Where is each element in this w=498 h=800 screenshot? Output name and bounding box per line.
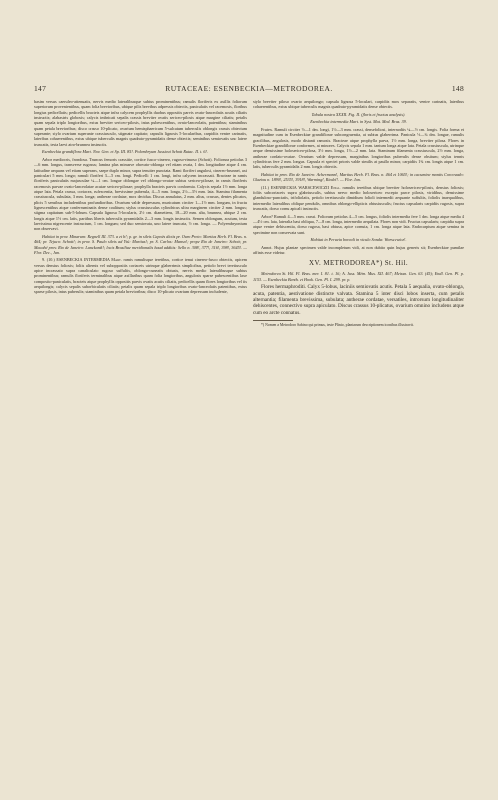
description-paragraph: Frutex. Ramuli circiter ½—1 dm. longi, 1½—3 mm. crassi, densefoliosi, internodiis ¼—½ cm. longis. Folia forma et magnitudine cum in Esenbeckiae grandiflorae subcongruentia, at subtus glaberrima. Panicula ½—¾ dm. longae, ramulis gracilibus, angulosis, modo distanti ramosis. Bracteae atque prophylla parva, 1½ mm. longa, breviter pilosa. Flores in Esenbeckiae grandiflorae conformes, at minores. Calycis sepala 1 mm. tantum longa atque lata. Petala crassiuscula, utrinque aeque densissime holosericeo-pilosa, 3½ mm. longa, 1½—2 mm. lata. Staminum filamenta crassiuscula, 2½ mm. longa, antherae cordato-ovatae. Ovarium valde depressum, marginibus longioribus puberulis dense obsitum; stylus tennis cylindricus fere 2 mm. longus. Capsula ei speciei prioris valde similis at paullo minor, carpidiis 1¾ cm. longis atque 1 cm. latis, tuberculis pyramidalis 2 mm. longis obtectis. [253, 126, 464, 170]
page-number-left: 147 [34, 84, 47, 93]
genus-title: XV. METRODOREA*) St. Hil. [309, 259, 408, 268]
species-entry [253, 185, 464, 212]
page-number-right: 148 [451, 84, 464, 93]
description-paragraph: Arbor mediocris, frondosa. Truncus femoris crassitie, cortice fusco-cinereo, rugoso-rimoso (Schott). Folioruм petiolus 3—6 mm. longus, transverse rugosus; lamina plus minusve obovato-oblonga vel etiam ovata, 1 dm. longitudine atque 4 cm. latitudine aequans vel etiam superans, saepe duplo minor, supra tenuiter punctata. Rami floriferi angulosi, cinereo-brunnei, axi paniculari 5 mm. longo; ramuli floriferi 3—5 cm. longi. Pedicelli 1 cm. longi, infra calycem incrassati. Bracteae in ramis floriferis paniculatis majusculae ¼—1 cm. longae oblongae vel oblongo-ovatae subtus sericeo-pilosae, in ramis floriferis racemosis parvae ovato-lanceolatae acutae sericeo-pilosae; prophylla bracteis parvis conformia. Calycis sepala 1½ mm. longa atque lata. Petala crassa, coriacea, rufescentia, brevissime puberula, 4—5 mm. longa, 2½—3½ mm. lata. Stamina filamenta crassiuscula, subulata, 3 mm. longa; antherae cordatae, mox decidua. Discus annulatus, 2 mm. altus, crassus, dentes plicatos, plicis 5 sensibus includentibus profundioribus. Ovarium valde depressum, muricatum circiter 1—1½ mm. longum, in fructu lignescentibus atque conferruminatis dense coalitum; stylus crassiusculus cylindricus ultra marginem circiter 2 mm. longus; stigma capitatum sub-5-lobum. Capsula lignosa 5-locularis, 2½ cm. diametiens, 18—20 mm. alta, brunnea, ubique 2 cm. longis atque 1½ cm. latis, partibus liberis tuberculis pyramidalis 2—3 mm. longis instructis. Semen oblongum, acutum, testa laevissima nigrescente instructum, 1 cm. longum; sed duo semiovata, uno latere truncata, ½ cm. longa. — Polyembryonium non observavi. [34, 156, 247, 232]
species-entry [34, 257, 247, 294]
description-paragraph: Arbor? Ramuli 4—5 mm. crassi. Foliorum petiolus 4—5 cm. longus, foliolis intermedia fere 1 dm. longa atque media 4—4½ cm. lata, lateralia basi obliqua, 7—8 cm. longa, intermedio aequilata. Flores non vidi. Fructus capsularis; carpidia supra atque ventre dehiscentia, dorso rugosa, basi obtusa, apice cornuta, 1 cm. longa atque lata. Endocarpium atque semina in specimine non conservata sunt. [253, 213, 464, 235]
running-title: RUTACEAE: ESENBECKIA—METRODOREA. [165, 84, 333, 93]
right-column [253, 99, 464, 330]
species-heading: 9. (10.) ESENBECKIA INTERMEDIA Mart. [42, 257, 122, 263]
page-header [34, 84, 464, 96]
description-paragraph: basim versus caeruleo-attenuatis, nervis medio lateralibusque subtus prominentibus; ramulis floriferis ex axillis foliorum superiorum provenientibus, quam folia brevioribus, ubique pilis brevibus adpressis obtectis, paniculatis vel racemosis, floribus longius pedicellatis; pedicellis bracteis atque infra calycem prophyllis duobus oppositis parvis ovato-lanceolatis acutis ciliatis instructis; alabastris globosis; calycis imbricati sepalis crassis breviter ovatis sericeo-pilosis atque margine ciliatis; petalis quam sepala triplo longioribus, extus breviter sericeo-pilosis, intus pubescentibus, ovato-lanceolatis, patentibus; staminibus quam petala brevioribus; disco crasso 10-plicato, ovarium hemisphaericum 5-sulcatum tuberculis oblongis crassis obtectum superante; stylo ovarium superante crassiusculo, stigmate capitato; capsulis lignosis 5-locularibus, carpidiis ventre carinatis, lateribus cohaerentibus, extus ubique tuberculis magnis quadrato-pyramidatis dense obtectis; seminibus semiovatis unc latere truncatis, testa laevi atro-brunnea instructis. [34, 99, 247, 147]
species-diagnosis: ramulis teretibus ubique breviter holosericeo-pilosis, densius foliosis; foliis subcoriaceis supra glabriusculis, subtus nervo medio holosericeo excepto parce pilosis, viridibus, densissime glanduloso-punctatis, trifoliolatis, petiolo teretiusculo dimidium folioli intermedii aequante suffultis, foliolis inaequalibus, intermedio lateralibus oblique pendulis, omnibus oblongo-ellipticis obtusiusculis; fructus capsularis carpidiis rugosis, supra truncatis, dorso cornu apicali instructis. [253, 184, 465, 212]
synonymy: Esenbeckia intermedia Mart. in Syst. Mat. Med. Bras. 39. [310, 119, 407, 125]
description-paragraph: stylo breviter piloso ovario aequilongo; capsula lignosa 5-loculari, carpidiis mox separatis, ventre carinatis, lateribus cohaerentibus, extus ubique tuberculis magnis quadrato-pyramidatis dense obtectis. [253, 99, 464, 110]
footnote: *) Nomen a Metrodoro Sabino qui primus, teste Plinio, plantarum descriptionem iconibus illustravit. [261, 322, 414, 327]
habitat: Habitat in Peruvia boreali in viculo Sonda: Warscewicz!. [310, 237, 407, 243]
habitat: Habitat in prov. Rio de Janeiro: Achermann!, Martius Herb. Fl. Bras. n. 464 et 1065!; in cacumine montis Corcovado: Glaziou n. 1890!, 2535!, 3918!, Warming!, Riedel!. — Flor. Jan. [253, 171, 464, 183]
annotation: Annot. Hujus plantae specimen valde incompletum vidi, at non dubito quin hujus generis sit; Esenbeckiae pumilae affinis esse videtur. [253, 244, 464, 256]
genus-description: Flores hermaphroditi. Calyx 5-lobus, laciniis semiovatis acutis. Petala 5 aequalia, ovato-oblonga, acuta, patentia, aestivatione distincte valvata. Stamina 5 inter disci lobos inserta, cum petalis alternantia; filamenta brevissima, subulata; antherae cordatae, versatiles, introrsum longitudinaliter dehiscentes, connectivo supra apiculato. Discus crassus 10-plicatus, ovarium omnino includens atque cum eo arcte connatus. [253, 284, 464, 316]
species-heading: (11.) ESENBECKIA WARSCEWICZII Engl. [261, 184, 341, 190]
synonymy: Esenbeckia grandiflora Mart. Nov. Gen. et Sp. III. 85!. Polembryum Jussieui Schott Rutac. II. t. 6!. [42, 149, 208, 155]
left-column [34, 99, 247, 297]
genus-synonymy: Metrodorea St. Hil. Fl. Bras. mer. I. 81. t. 16; A. Juss. Mém. Mus. XII. 467; Meissn. Gen. 63. (45); Endl. Gen. Pl. p. 1153. — Esenbeckia Benth. et Hook. Gen. Pl. I. 299. pr. p. [253, 271, 464, 282]
footnote-rule [253, 320, 293, 321]
plate-reference: Tabula nostra XXXII. Fig. II. (floris et fructus analysis). [311, 111, 406, 117]
species-diagnosis: ramis ramulisque teretibus, cortice tenui cinereo-fusco obtectis, apicem versus densius foliosis; foliis alternis vel suboppositis coriaceis utrinque glaberrimis simplicibus, petiolo brevi teretiusculo apice incrassato supra canaliculato rugoso suffultis, oblongo-cuneatis obtusis, nervis medio lateralibusque subtus prominentibus; ramulis floriferis terminalibus atque axillaribus quam folia longioribus, angulosis sparse pubescentibus laxe composito-paniculatis, bracteis atque prophyllis oppositis parvis ovatis acutis ciliatis, pedicellis quam flores longioribus vel iis aequilongis; calycis sepalis suborbiculatis ciliatis; petalis quam sepala triplo longioribus ovato-lanceolatis patentibus, extus sparse pilosis, intus puberulis; staminibus quam petala brevioribus; disco 10-plicato ovarium depressum includente, [34, 257, 247, 295]
habitat: Habitat in prov. Minarum: Regnell III. 373. a et b!; p. gr. in silvis Capoës dictis pr. Ouro Preto: Martius Herb. Fl. Bras. n. 464; pr. Tejuco: Schott!; in prov. S. Paulo silvis ad Ytú: Martius!; pr. S. Carlos: Manso!; prope Rio de Janeiro: Schott; pr. Macahé prov. Rio de Janeiro: Lanckardt!; locis Brasiliae meridionalis haud additis: Sello n. 308!, 377!, 316!, 398!, 3645!. — Flor. Dec., Jan. [34, 233, 247, 255]
